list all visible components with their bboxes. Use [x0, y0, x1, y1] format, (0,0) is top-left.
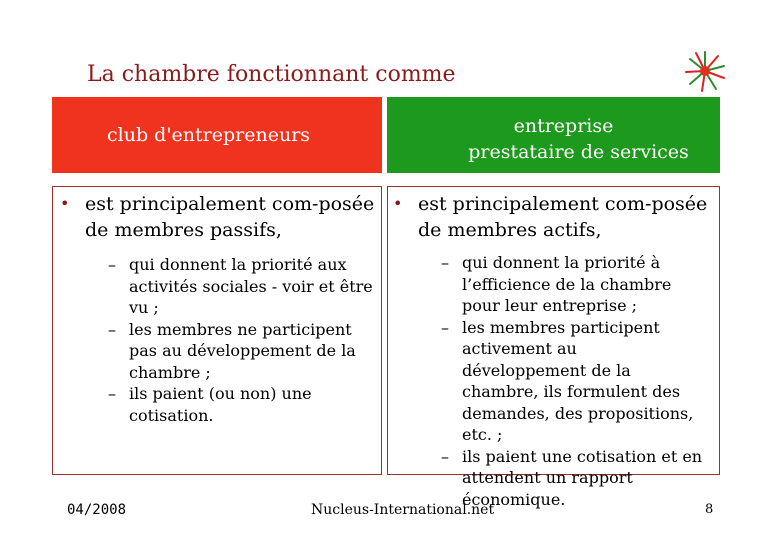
dash-icon: –: [441, 317, 449, 337]
bullet-icon: •: [60, 194, 70, 213]
right-sub-list: [437, 252, 705, 510]
slide-title: La chambre fonctionnant comme: [87, 62, 456, 87]
header-right-line2: prestataire de services: [468, 141, 689, 163]
left-main-bullet-text: est principalement com-posée de membres passifs,: [85, 193, 375, 241]
header-club-entrepreneurs: [52, 97, 382, 173]
list-item: – qui donnent la priorité à l’efficience de la chambre pour leur entreprise ;: [441, 253, 672, 315]
dash-icon: –: [108, 319, 116, 339]
star-burst-logo-icon: [682, 48, 728, 94]
list-item: – les membres ne participent pas au développement de la chambre ;: [108, 319, 356, 382]
header-left-label: club d'entrepreneurs: [107, 124, 311, 146]
left-sub-list: [104, 254, 374, 426]
dash-icon: –: [108, 384, 116, 403]
footer-source: Nucleus-International.net: [311, 502, 495, 518]
dash-icon: –: [108, 255, 116, 274]
right-main-bullet: [393, 191, 713, 243]
page-number: 8: [705, 502, 714, 517]
list-item: – ils paient une cotisation et en attendent un rapport économique.: [441, 446, 703, 509]
list-item: – qui donnent la priorité aux activités sociales - voir et être vu ;: [108, 255, 373, 317]
list-item: – les membres participent activement au développement de la chambre, ils formulent des demandes, des propositions, etc. ;: [441, 317, 694, 444]
dash-icon: –: [441, 253, 449, 272]
header-right-line1: entreprise: [513, 115, 614, 137]
left-main-bullet: [60, 191, 380, 243]
list-item: – ils paient (ou non) une cotisation.: [108, 384, 312, 425]
footer-date: 04/2008: [67, 502, 127, 518]
dash-icon: –: [441, 446, 449, 466]
bullet-icon: •: [393, 194, 403, 213]
right-main-bullet-text: est principalement com-posée de membres actifs,: [418, 193, 708, 241]
header-entreprise-prestataire: [387, 97, 720, 173]
